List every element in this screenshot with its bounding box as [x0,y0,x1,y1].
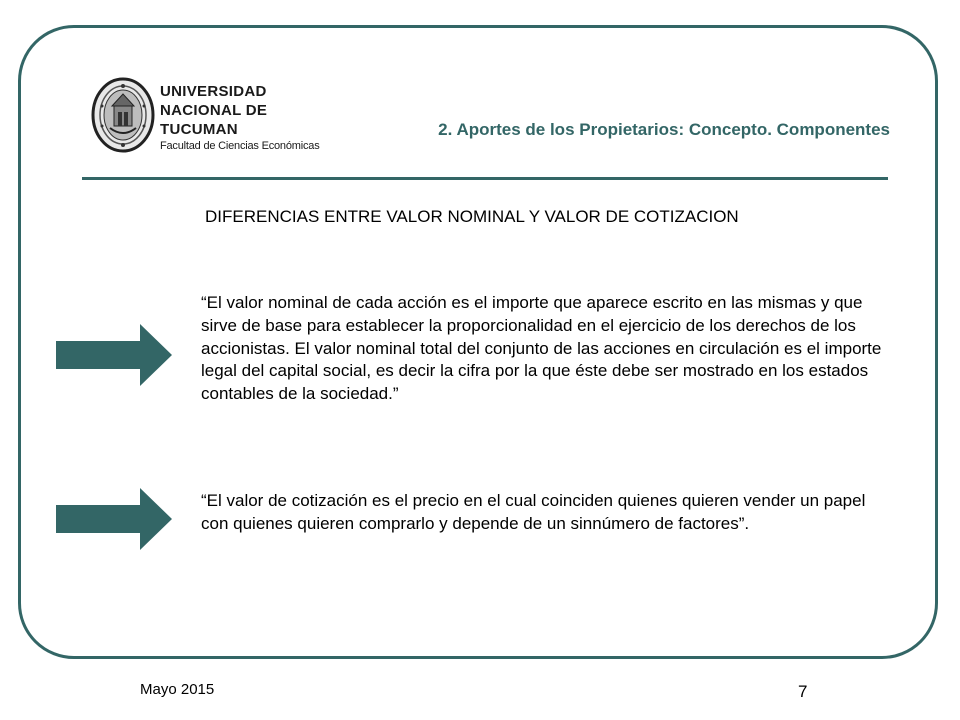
page-number: 7 [798,682,808,701]
logo-faculty: Facultad de Ciencias Económicas [160,140,320,152]
paragraph-valor-nominal: “El valor nominal de cada acción es el importe que aparece escrito en las mismas y que sirve de base para establecer la proporcionalidad en el ejercicio de los derechos de los accionistas. El valor nominal total del conjunto de las acciones en circulación es el importe legal del capital social, es decir la cifra por la que éste debe ser mostrado en los estados contables de la sociedad.” [201,293,882,404]
paragraph-valor-cotizacion: “El valor de cotización es el precio en el cual coinciden quienes quieren vender un papel con quienes quieren comprarlo y depende de un sinnúmero de factores”. [201,491,866,533]
header-divider [82,177,888,180]
arrow-right-icon [56,488,172,550]
logo-line-3: TUCUMAN [160,121,238,138]
arrow-right-icon [56,324,172,386]
footer-date: Mayo 2015 [140,681,215,698]
university-seal-icon [90,76,156,154]
university-logo-text [160,82,320,153]
slide-heading: DIFERENCIAS ENTRE VALOR NOMINAL Y VALOR DE COTIZACION [205,207,739,226]
university-logo [90,76,320,154]
section-title: 2. Aportes de los Propietarios: Concepto. Componentes [438,120,890,139]
logo-line-1: UNIVERSIDAD [160,83,267,100]
logo-line-2: NACIONAL DE [160,102,268,119]
